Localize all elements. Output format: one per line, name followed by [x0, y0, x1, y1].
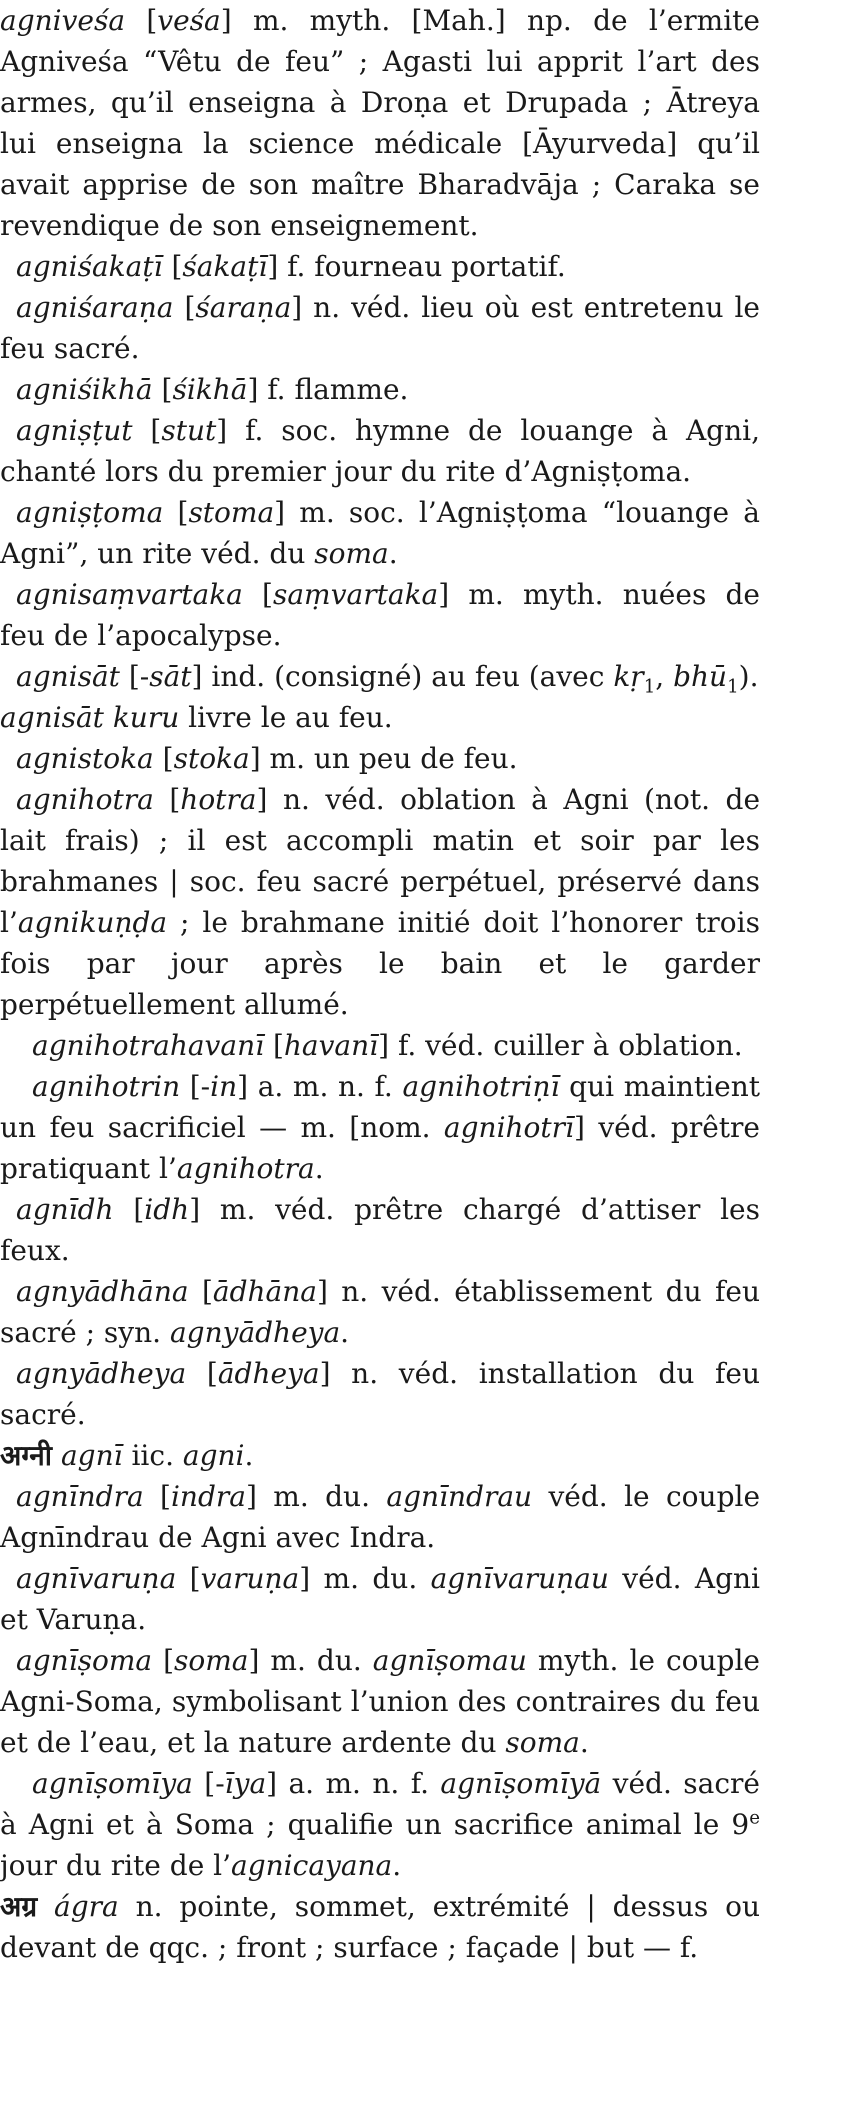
italic-term: bhū — [673, 660, 728, 693]
definition-text: ] m. véd. prêtre chargé d’attiser les feux. — [0, 1193, 760, 1267]
dictionary-entry — [0, 779, 760, 1025]
definition-text: . — [579, 1726, 589, 1759]
headword: agnīvaruṇa — [16, 1562, 177, 1595]
definition-text: myth. le couple Agni-Soma, symbolisant l’union des contraires du feu et de l’eau, et la nature ardente du — [0, 1644, 760, 1759]
dictionary-entry — [0, 246, 760, 287]
definition-text: , — [655, 660, 674, 693]
definition-text: [- — [180, 1070, 211, 1103]
italic-term: īya — [224, 1767, 267, 1800]
definition-text: [- — [119, 660, 150, 693]
dictionary-entry — [0, 369, 760, 410]
headword: agniśikhā — [16, 373, 153, 406]
dictionary-entry — [0, 1763, 760, 1886]
headword: agniṣṭut — [16, 414, 133, 447]
definition-text: ] m. du. — [248, 1644, 373, 1677]
definition-text: [ — [173, 291, 196, 324]
definition-text: ] n. véd. installation du feu sacré. — [0, 1357, 761, 1431]
italic-term: soma — [174, 1644, 249, 1677]
definition-text: ] m. du. — [299, 1562, 431, 1595]
definition-text: [ — [125, 4, 158, 37]
headword: agnīṣomīya — [32, 1767, 193, 1800]
italic-term: agnyādheya — [169, 1316, 341, 1349]
definition-text: [ — [152, 373, 173, 406]
headword: agnīṣoma — [16, 1644, 153, 1677]
headword: agnihotrin — [32, 1070, 181, 1103]
definition-text: [ — [132, 414, 162, 447]
definition-text: [ — [163, 496, 189, 529]
definition-text: [ — [162, 250, 183, 283]
definition-text: ] f. flamme. — [247, 373, 409, 406]
italic-term: ādheya — [217, 1357, 320, 1390]
definition-text: ] f. véd. cuiller à oblation. — [378, 1029, 743, 1062]
dictionary-entry — [0, 1271, 760, 1353]
definition-text: . — [392, 1849, 402, 1882]
superscript: e — [749, 1807, 760, 1829]
definition-text: ] m. du. — [245, 1480, 387, 1513]
italic-term: agnīvaruṇau — [430, 1562, 609, 1595]
dictionary-entry — [0, 656, 760, 697]
italic-term: varuṇa — [200, 1562, 300, 1595]
definition-text: ] a. m. n. f. — [237, 1070, 403, 1103]
definition-text: livre le au feu. — [179, 701, 393, 734]
definition-text: ] f. fourneau portatif. — [267, 250, 566, 283]
definition-text: n. pointe, sommet, extrémité | dessus ou devant de qqc. ; front ; surface ; façade | but — f. — [0, 1890, 761, 1964]
italic-term: agnīṣomau — [372, 1644, 527, 1677]
headword: agnihotrahavanī — [32, 1029, 265, 1062]
definition-text: ] m. un peu de feu. — [249, 742, 518, 775]
dictionary-entry — [0, 1558, 760, 1640]
italic-term: śaraṇa — [195, 291, 292, 324]
definition-text: iic. — [122, 1439, 183, 1472]
italic-term: agnicayana — [231, 1849, 393, 1882]
italic-term: indra — [170, 1480, 246, 1513]
definition-text: [ — [153, 742, 174, 775]
definition-text — [37, 1890, 54, 1923]
dictionary-entry — [0, 1476, 760, 1558]
italic-term: ādhāna — [212, 1275, 317, 1308]
definition-text: [ — [113, 1193, 145, 1226]
dictionary-entry — [0, 0, 760, 246]
dictionary-entry — [0, 1886, 760, 1968]
italic-term: ágra — [54, 1890, 119, 1923]
definition-text: . — [388, 537, 398, 570]
dictionary-entry — [0, 697, 760, 738]
definition-text: véd. le couple Agnīndrau de Agni avec Indra. — [0, 1480, 761, 1554]
headword: agnyādhāna — [16, 1275, 189, 1308]
dictionary-entry — [0, 1189, 760, 1271]
definition-text: ] n. véd. lieu où est entretenu le feu sacré. — [0, 291, 760, 365]
dictionary-entry — [0, 1435, 760, 1476]
definition-text: [ — [188, 1275, 213, 1308]
definition-text: ] véd. prêtre pratiquant l’ — [0, 1111, 760, 1185]
dictionary-entry — [0, 738, 760, 779]
italic-term: kṛ — [613, 660, 644, 693]
italic-term: veśa — [157, 4, 221, 37]
italic-term: śakaṭī — [182, 250, 268, 283]
definition-text: ] f. soc. hymne de louange à Agni, chanté lors du premier jour du rite d’Agniṣṭoma. — [0, 414, 760, 488]
definition-text — [52, 1439, 61, 1472]
italic-term: agnīṣomīyā — [440, 1767, 602, 1800]
definition-text: véd. sacré à Agni et à Soma ; qualifie un sacrifice animal le 9 — [0, 1767, 760, 1841]
definition-text: [ — [242, 578, 273, 611]
headword: agnīdh — [16, 1193, 114, 1226]
italic-term: soma — [314, 537, 389, 570]
dictionary-entry — [0, 1066, 760, 1189]
definition-text: ] n. véd. oblation à Agni (not. de lait frais) ; il est accompli matin et soir par les brahmanes | soc. feu sacré perpétuel, préservé dans l’ — [0, 783, 761, 939]
italic-term: stoma — [188, 496, 275, 529]
italic-term: agnihotriṇī — [402, 1070, 560, 1103]
headword: agniṣṭoma — [16, 496, 164, 529]
italic-term: idh — [144, 1193, 190, 1226]
definition-text: ] n. véd. établissement du feu sacré ; syn. — [0, 1275, 761, 1349]
italic-term: soma — [505, 1726, 580, 1759]
devanagari-headword: अग्र — [0, 1890, 38, 1923]
definition-text: . — [314, 1152, 324, 1185]
italic-term: agni — [182, 1439, 245, 1472]
italic-term: hotra — [180, 783, 257, 816]
italic-term: saṃvartaka — [272, 578, 439, 611]
dictionary-entry — [0, 574, 760, 656]
headword: agnyādheya — [16, 1357, 187, 1390]
definition-text: ] a. m. n. f. — [266, 1767, 441, 1800]
headword: agnihotra — [16, 783, 154, 816]
headword: agnisaṃvartaka — [16, 578, 243, 611]
headword: agnisāt — [16, 660, 120, 693]
definition-text: [ — [186, 1357, 218, 1390]
definition-text: [- — [192, 1767, 225, 1800]
subscript-index: 1 — [727, 676, 739, 698]
headword: agnistoka — [16, 742, 154, 775]
definition-text: [ — [152, 1644, 175, 1677]
subscript-index: 1 — [643, 676, 656, 698]
definition-text: jour du rite de l’ — [0, 1849, 232, 1882]
italic-term: agnī — [60, 1439, 123, 1472]
definition-text: ; le brahmane initié doit l’honorer trois fois par jour après le bain et le garder perpétuellement allumé. — [0, 906, 760, 1021]
italic-term: stut — [161, 414, 217, 447]
definition-text: ). — [738, 660, 759, 693]
definition-text: ] m. soc. l’Agniṣṭoma “louange à Agni”, un rite véd. du — [0, 496, 760, 570]
headword: agnīndra — [16, 1480, 144, 1513]
definition-text: [ — [153, 783, 181, 816]
headword: agniveśa — [0, 4, 126, 37]
headword: agniśakaṭī — [16, 250, 163, 283]
definition-text: [ — [176, 1562, 201, 1595]
definition-text: ] m. myth. [Mah.] np. de l’ermite Agniveśa “Vêtu de feu” ; Agasti lui apprit l’art des armes, qu’il enseigna à Droṇa et Drupada ; Ātreya lui enseigna la science médicale [Āyurveda] qu’il avait apprise de son maître Bharadvāja ; Caraka se revendique de son enseignement. — [0, 4, 761, 242]
italic-term: stoka — [173, 742, 250, 775]
headword: agniśaraṇa — [16, 291, 174, 324]
dictionary-entry — [0, 1353, 760, 1435]
italic-term: agnīndrau — [386, 1480, 533, 1513]
definition-text: . — [340, 1316, 350, 1349]
devanagari-headword: अग्नी — [0, 1439, 53, 1472]
italic-term: havanī — [283, 1029, 379, 1062]
dictionary-entry — [0, 410, 760, 492]
definition-text: [ — [143, 1480, 171, 1513]
italic-term: agnihotrī — [443, 1111, 575, 1144]
dictionary-entry — [0, 492, 760, 574]
dictionary-entry — [0, 287, 760, 369]
dictionary-entry — [0, 1025, 760, 1066]
italic-term: in — [210, 1070, 238, 1103]
definition-text: ] ind. (consigné) au feu (avec — [191, 660, 614, 693]
definition-text: [ — [264, 1029, 284, 1062]
definition-text: véd. Agni et Varuṇa. — [0, 1562, 761, 1636]
italic-term: śikhā — [172, 373, 248, 406]
dictionary-entry — [0, 1640, 760, 1763]
definition-text: qui maintient un feu sacrificiel — m. [nom. — [0, 1070, 760, 1144]
italic-term: agnikuṇḍa — [17, 906, 168, 939]
definition-text: ] m. myth. nuées de feu de l’apocalypse. — [0, 578, 761, 652]
definition-text: . — [244, 1439, 254, 1472]
headword: agnisāt kuru — [0, 701, 180, 734]
italic-term: agnihotra — [176, 1152, 315, 1185]
italic-term: sāt — [149, 660, 192, 693]
